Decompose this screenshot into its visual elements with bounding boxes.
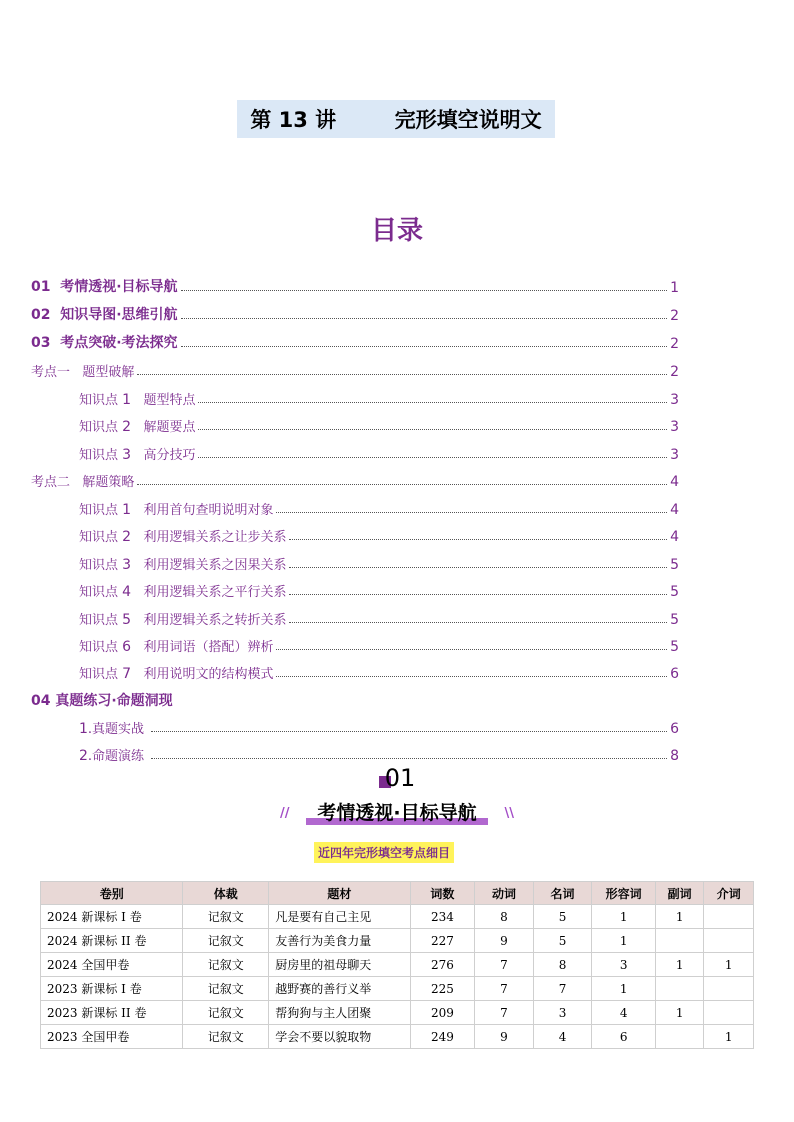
table-header-cell: 形容词 (592, 882, 656, 905)
table-cell: 2024 新课标 II 卷 (41, 929, 183, 953)
table-cell: 249 (410, 1025, 475, 1049)
table-cell: 记叙文 (183, 1025, 269, 1049)
table-cell: 1 (655, 1001, 703, 1025)
table-cell: 234 (410, 905, 475, 929)
toc-page-number: 5 (670, 557, 679, 573)
table-cell: 7 (533, 977, 592, 1001)
toc-entry-label: 知识点 4 利用逻辑关系之平行关系 (79, 584, 287, 600)
table-cell: 2023 新课标 I 卷 (41, 977, 183, 1001)
table-cell: 276 (410, 953, 475, 977)
table-cell: 7 (475, 977, 534, 1001)
table-cell: 227 (410, 929, 475, 953)
table-header-cell: 体裁 (183, 882, 269, 905)
table-cell: 3 (592, 953, 656, 977)
toc-entry[interactable] (31, 660, 679, 682)
toc-entry-number: 1 (122, 502, 132, 518)
toc-leader-dots (289, 594, 667, 595)
table-cell: 1 (592, 905, 656, 929)
table-header-cell: 卷别 (41, 882, 183, 905)
toc-heading: 目录 (370, 216, 423, 246)
section-title-text: 考情透视·目标导航 (317, 802, 477, 824)
toc-page-number: 1 (670, 280, 679, 296)
toc-entry-label: 知识点 7 利用说明文的结构模式 (79, 666, 274, 682)
toc-entry-number: 2 (79, 748, 88, 764)
table-header-cell: 词数 (410, 882, 475, 905)
toc-entry-number: 6 (122, 639, 132, 655)
toc-entry[interactable] (31, 551, 679, 573)
table-cell: 厨房里的祖母聊天 (269, 953, 410, 977)
toc-entry-label: 知识点 2 利用逻辑关系之让步关系 (79, 529, 287, 545)
table-header-cell: 动词 (475, 882, 534, 905)
toc-entry-number: 2 (122, 419, 132, 435)
table-cell: 1 (655, 905, 703, 929)
toc-entry-label: 知识点 1 题型特点 (79, 392, 196, 408)
table-cell: 7 (475, 1001, 534, 1025)
toc-entry[interactable] (31, 302, 679, 324)
table-row (41, 977, 754, 1001)
toc-leader-dots (276, 649, 667, 650)
toc-leader-dots (137, 374, 667, 375)
toc-entry-label: 知识点 5 利用逻辑关系之转折关系 (79, 612, 287, 628)
table-cell: 记叙文 (183, 953, 269, 977)
table-cell: 9 (475, 929, 534, 953)
toc-entry-label: 2.命题演练 (79, 748, 149, 764)
toc-entry-number: 4 (122, 584, 132, 600)
toc-entry[interactable] (31, 523, 679, 545)
table-caption: 近四年完形填空考点细目 (314, 842, 454, 863)
toc-leader-dots (289, 567, 667, 568)
toc-leader-dots (289, 539, 667, 540)
toc-page-number: 4 (670, 529, 679, 545)
toc-entry[interactable] (31, 688, 679, 710)
table-row (41, 1001, 754, 1025)
table-cell: 1 (704, 1025, 754, 1049)
toc-page-number: 2 (670, 336, 679, 352)
table-cell: 记叙文 (183, 905, 269, 929)
toc-leader-dots (276, 512, 667, 513)
table-cell (704, 977, 754, 1001)
table-cell: 2024 新课标 I 卷 (41, 905, 183, 929)
table-header-cell: 名词 (533, 882, 592, 905)
toc-leader-dots (151, 758, 667, 759)
toc-entry[interactable] (31, 715, 679, 737)
toc-entry-label: 1.真题实战 (79, 721, 149, 737)
table-cell (655, 1025, 703, 1049)
toc-entry-number: 5 (122, 612, 132, 628)
table-header-cell: 副词 (655, 882, 703, 905)
table-cell: 1 (655, 953, 703, 977)
table-cell: 4 (592, 1001, 656, 1025)
toc-entry-number: 1 (122, 392, 132, 408)
toc-leader-dots (181, 346, 668, 347)
toc-leader-dots (198, 429, 667, 430)
toc-leader-dots (276, 676, 667, 677)
table-cell: 8 (533, 953, 592, 977)
table-cell (655, 977, 703, 1001)
toc-entry[interactable] (31, 358, 679, 380)
table-cell: 1 (592, 929, 656, 953)
table-cell: 8 (475, 905, 534, 929)
toc-entry-label: 知识点 3 利用逻辑关系之因果关系 (79, 557, 287, 573)
toc-entry[interactable] (31, 578, 679, 600)
table-cell: 学会不要以貌取物 (269, 1025, 410, 1049)
toc-entry[interactable] (31, 633, 679, 655)
table-header-cell: 题材 (269, 882, 410, 905)
toc-entry[interactable] (31, 441, 679, 463)
toc-leader-dots (137, 484, 667, 485)
table-cell: 7 (475, 953, 534, 977)
table-cell: 友善行为美食力量 (269, 929, 410, 953)
toc-entry[interactable] (31, 742, 679, 764)
table-row (41, 905, 754, 929)
toc-entry-number: 3 (122, 557, 132, 573)
toc-page-number: 3 (670, 419, 679, 435)
toc-leader-dots (181, 290, 668, 291)
toc-page-number: 5 (670, 612, 679, 628)
title-banner (237, 100, 555, 138)
table-cell: 1 (592, 977, 656, 1001)
table-cell (704, 929, 754, 953)
table-cell: 1 (704, 953, 754, 977)
table-cell: 帮狗狗与主人团聚 (269, 1001, 410, 1025)
toc-page-number: 6 (670, 721, 679, 737)
toc-page-number: 3 (670, 447, 679, 463)
toc-page-number: 8 (670, 748, 679, 764)
toc-entry-label: 知识点 3 高分技巧 (79, 447, 196, 463)
toc-entry[interactable] (31, 330, 679, 352)
table-cell: 凡是要有自己主见 (269, 905, 410, 929)
lecture-title: 第 13 讲 完形填空说明文 (250, 108, 542, 132)
toc-page-number: 4 (670, 502, 679, 518)
table-row (41, 929, 754, 953)
toc-entry-label: 04 真题练习·命题洞现 (31, 693, 173, 709)
section-number-text: 01 (384, 764, 416, 792)
table-cell: 记叙文 (183, 929, 269, 953)
toc-page-number: 5 (670, 639, 679, 655)
section-number (0, 764, 794, 792)
toc-entry[interactable] (31, 468, 679, 490)
table-row (41, 1025, 754, 1049)
toc-page-number: 6 (670, 666, 679, 682)
table-cell: 越野赛的善行义举 (269, 977, 410, 1001)
table-cell: 225 (410, 977, 475, 1001)
table-cell (704, 1001, 754, 1025)
table-cell: 3 (533, 1001, 592, 1025)
toc-page-number: 3 (670, 392, 679, 408)
toc-entry-number: 2 (122, 529, 132, 545)
table-cell: 记叙文 (183, 1001, 269, 1025)
table-cell: 2023 新课标 II 卷 (41, 1001, 183, 1025)
toc-leader-dots (181, 318, 668, 319)
toc-leader-dots (151, 731, 667, 732)
toc-entry-label: 03 考点突破·考法探究 (31, 335, 178, 351)
toc-entry[interactable] (31, 413, 679, 435)
toc-entry[interactable] (31, 606, 679, 628)
table-cell: 209 (410, 1001, 475, 1025)
toc-leader-dots (198, 457, 667, 458)
toc-page-number: 5 (670, 584, 679, 600)
toc-leader-dots (289, 622, 667, 623)
table-cell: 5 (533, 929, 592, 953)
toc-entry-number: 3 (122, 447, 132, 463)
table-header-row (41, 882, 754, 905)
table-cell: 6 (592, 1025, 656, 1049)
toc-entry[interactable] (31, 386, 679, 408)
toc-entry-label: 02 知识导图·思维引航 (31, 307, 178, 323)
toc-entry-label: 知识点 1 利用首句查明说明对象 (79, 502, 274, 518)
table-cell: 记叙文 (183, 977, 269, 1001)
toc-entry[interactable] (31, 274, 679, 296)
toc-entry-label: 知识点 6 利用词语（搭配）辨析 (79, 639, 274, 655)
table-row (41, 953, 754, 977)
toc-entry-number: 7 (122, 666, 132, 682)
toc-entry-label: 知识点 2 解题要点 (79, 419, 196, 435)
table-cell: 5 (533, 905, 592, 929)
table-cell: 9 (475, 1025, 534, 1049)
toc-entry-number: 1 (79, 721, 88, 737)
toc-leader-dots (198, 402, 667, 403)
toc-entry-label: 考点二 解题策略 (31, 475, 135, 490)
table-header-cell: 介词 (704, 882, 754, 905)
toc-page-number: 4 (670, 474, 679, 490)
toc-entry[interactable] (31, 496, 679, 518)
toc-entry-label: 考点一 题型破解 (31, 365, 135, 380)
toc-page-number: 2 (670, 308, 679, 324)
section-title (280, 798, 514, 826)
exam-points-table (40, 881, 754, 1049)
table-cell: 4 (533, 1025, 592, 1049)
table-cell: 2024 全国甲卷 (41, 953, 183, 977)
table-cell (655, 929, 703, 953)
toc-page-number: 2 (670, 364, 679, 380)
table-cell: 2023 全国甲卷 (41, 1025, 183, 1049)
toc-entry-label: 01 考情透视·目标导航 (31, 279, 178, 295)
right-slash-icon: \\ (504, 806, 514, 821)
table-cell (704, 905, 754, 929)
left-slash-icon: // (280, 806, 290, 821)
